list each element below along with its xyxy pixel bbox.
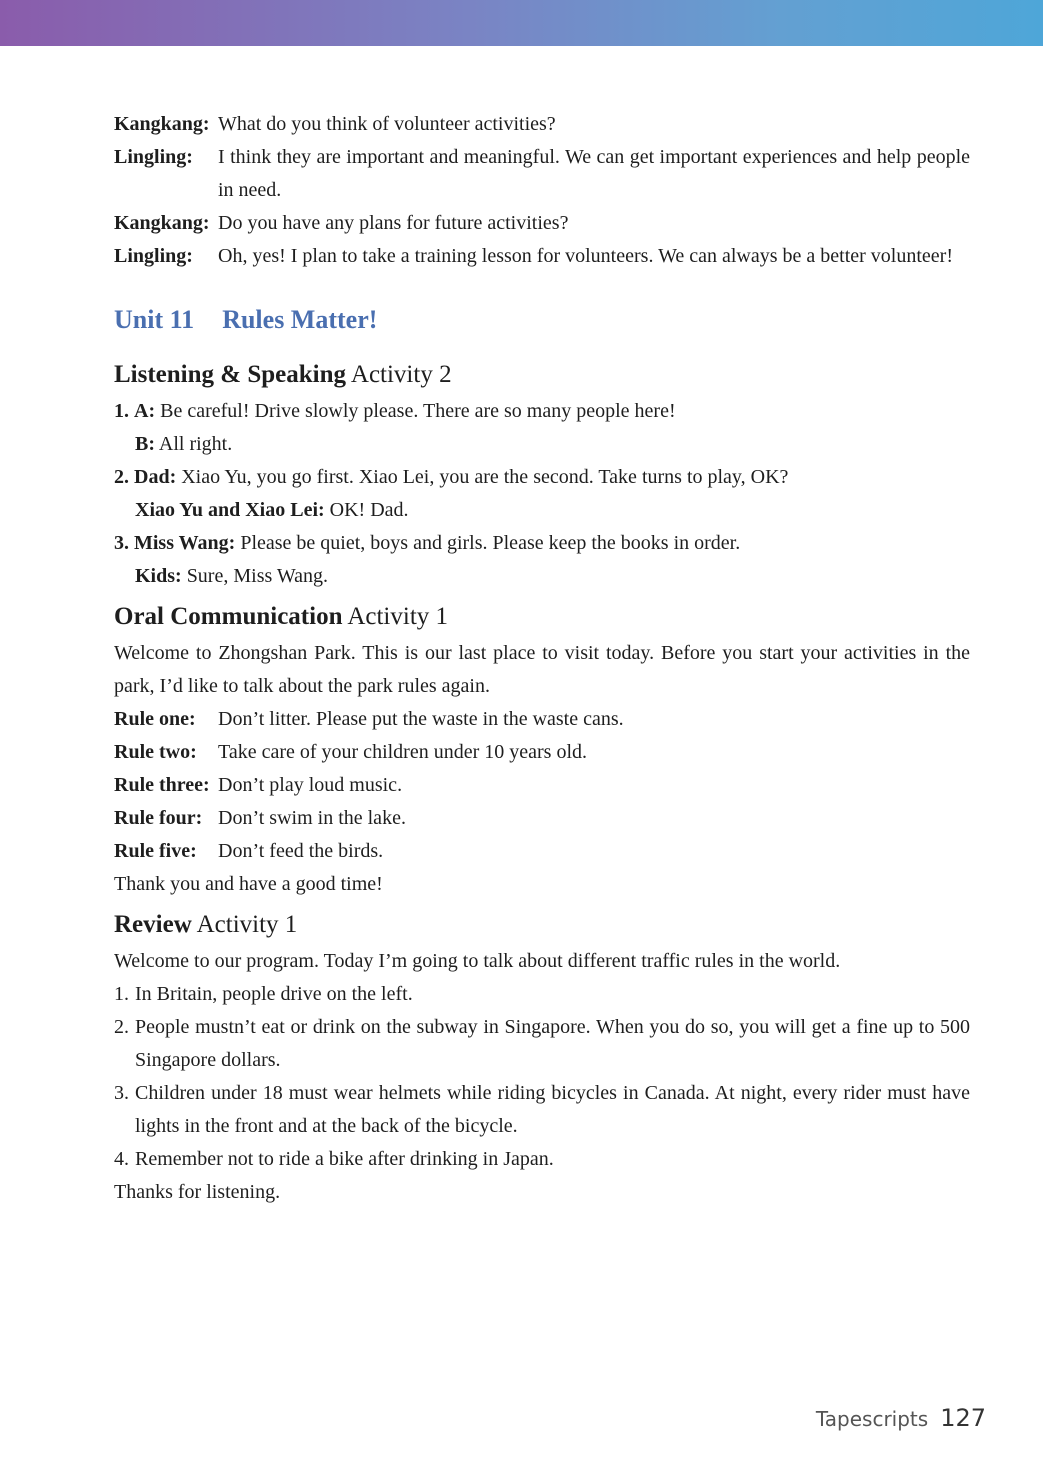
list-item: 2. Dad: Xiao Yu, you go first. Xiao Lei, you are the second. Take turns to play, OK? [114, 466, 789, 488]
review-list [114, 978, 970, 1176]
list-item: 1. In Britain, people drive on the left. [114, 983, 413, 1005]
dialogue-text: Do you have any plans for future activities? [218, 212, 569, 234]
list-item: 3. Miss Wang: Please be quiet, boys and girls. Please keep the books in order. [114, 532, 741, 554]
speaker: Kangkang: [114, 113, 210, 135]
rule-item: Rule four: Don’t swim in the lake. [114, 807, 406, 829]
section-title-oral: Oral Communication Activity 1 [114, 603, 449, 630]
header-gradient-bar [0, 0, 1043, 46]
rule-item: Rule one: Don’t litter. Please put the waste in the waste cans. [114, 708, 624, 730]
unit-title: Rules Matter! [222, 305, 378, 334]
dialogue-text: I think they are important and meaningful. We can get important experiences and help people in need. [218, 146, 970, 201]
list-item-reply: Xiao Yu and Xiao Lei: OK! Dad. [135, 499, 409, 521]
list-item-reply: Kids: Sure, Miss Wang. [135, 565, 329, 587]
oral-closing: Thank you and have a good time! [114, 873, 383, 895]
dialogue-line [114, 141, 970, 207]
section-title-listening: Listening & Speaking Activity 2 [114, 361, 452, 388]
review-closing: Thanks for listening. [114, 1181, 281, 1203]
speaker: Lingling: [114, 245, 193, 267]
speaker: Lingling: [114, 146, 193, 168]
footer-label: Tapescripts [815, 1407, 929, 1431]
section-title-review: Review Activity 1 [114, 911, 298, 938]
review-intro: Welcome to our program. Today I’m going to talk about different traffic rules in the world. [114, 950, 841, 972]
list-item: 3. Children under 18 must wear helmets while riding bicycles in Canada. At night, every rider must have lights in the front and at the back of the bicycle. [114, 1082, 970, 1137]
oral-intro: Welcome to Zhongshan Park. This is our last place to visit today. Before you start your activities in the park, I’d like to talk about the park rules again. [114, 642, 970, 697]
dialogue-line [114, 108, 970, 141]
rules-list [114, 703, 970, 868]
rule-item: Rule two: Take care of your children under 10 years old. [114, 741, 588, 763]
unit-number: Unit 11 [114, 305, 195, 334]
unit-heading [114, 295, 970, 345]
dialogue-text: What do you think of volunteer activities? [218, 113, 556, 135]
dialogue-top [114, 108, 970, 273]
list-item: 4. Remember not to ride a bike after drinking in Japan. [114, 1148, 554, 1170]
page-footer [816, 1404, 986, 1432]
dialogue-line [114, 240, 970, 273]
rule-item: Rule five: Don’t feed the birds. [114, 840, 384, 862]
list-item: 1. A: Be careful! Drive slowly please. There are so many people here! [114, 400, 676, 422]
list-item: 2. People mustn’t eat or drink on the subway in Singapore. When you do so, you will get a fine up to 500 Singapore dollars. [114, 1016, 970, 1071]
page-number: 127 [940, 1404, 986, 1432]
page-content [114, 108, 970, 1209]
dialogue-line [114, 207, 970, 240]
listening-items [114, 395, 970, 593]
dialogue-text: Oh, yes! I plan to take a training lesson for volunteers. We can always be a better volunteer! [218, 245, 953, 267]
list-item-reply: B: All right. [135, 433, 233, 455]
rule-item: Rule three: Don’t play loud music. [114, 774, 403, 796]
speaker: Kangkang: [114, 212, 210, 234]
